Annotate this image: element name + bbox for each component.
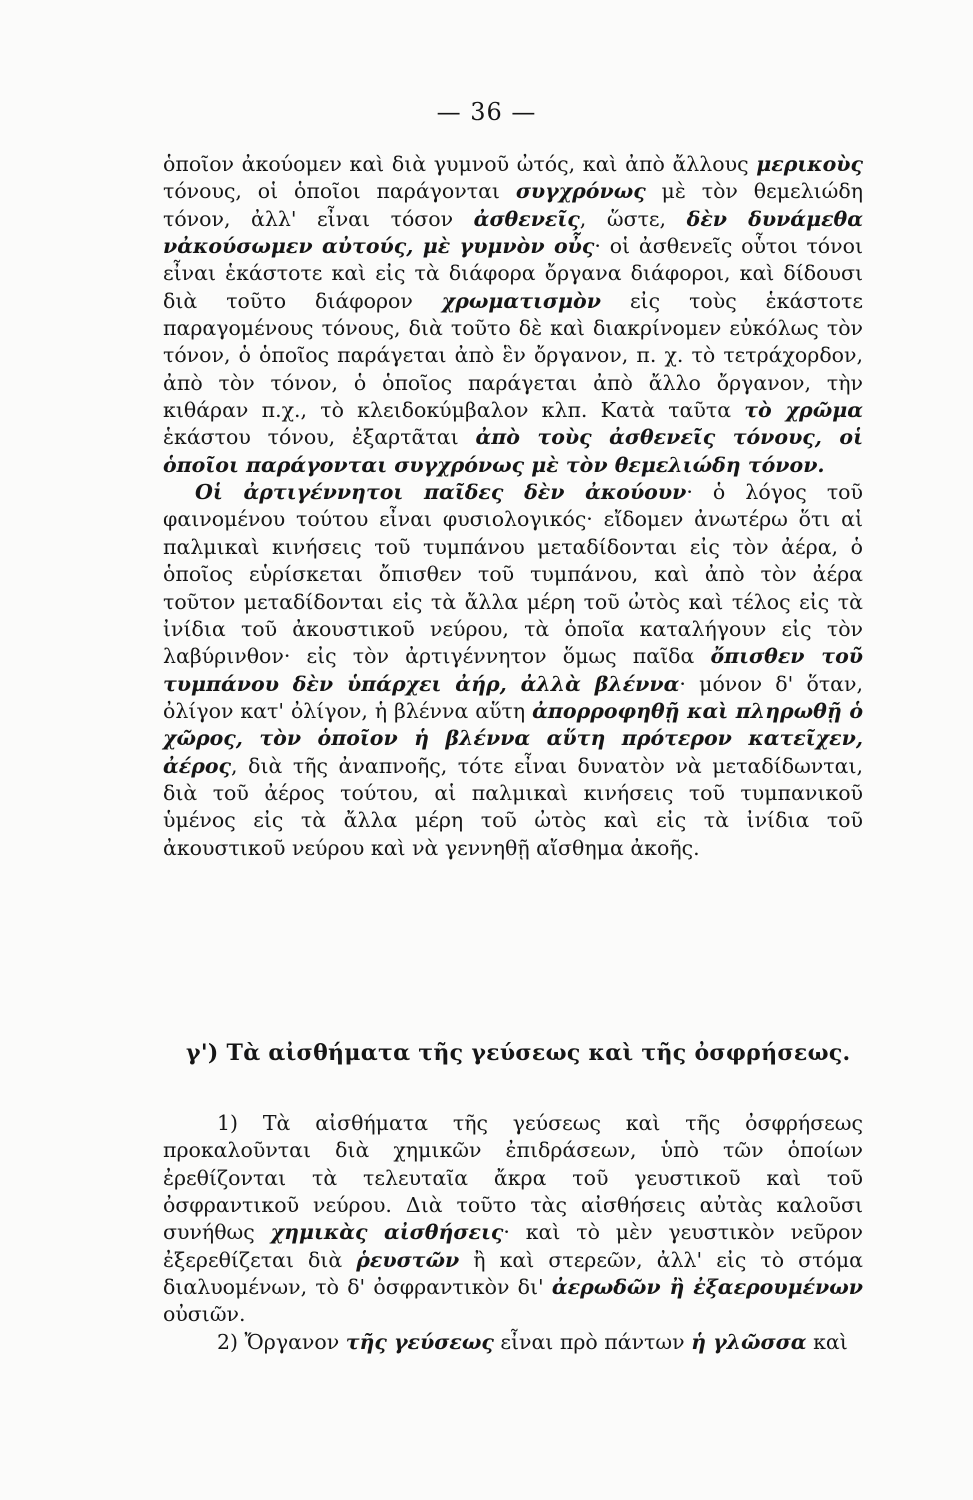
- emphasis-text: ἀερωδῶν ἢ ἐξαερουμένων: [551, 1275, 864, 1300]
- text-run: οὐσιῶν.: [163, 1302, 246, 1327]
- emphasis-text: ἀσθενεῖς: [473, 206, 580, 231]
- text-run: 1) Τὰ αἰσθήματα τῆς γεύσεως καὶ τῆς ὀσφρήσεως προκαλοῦνται διὰ χημικῶν ἐπιδράσεων, ὑπὸ τῶν ὁποίων ἐρεθίζονται τὰ τελευταῖα ἄκρα τοῦ γευστικοῦ καὶ τοῦ ὀσφραντικοῦ νεύρου. Διὰ τοῦτο τὰς αἰσθήσεις αὐτὰς καλοῦσι συνήθως: [163, 1111, 863, 1245]
- paragraph: [163, 479, 863, 862]
- text-run: · ὁ λόγος τοῦ φαινομένου τούτου εἶναι φυσιολογικός· εἴδομεν ἀνωτέρω ὅτι αἱ παλμικαὶ κινήσεις τοῦ τυμπάνου μεταδίδονται εἰς τὸν ἀέρα, ὁ ὁποῖος εὑρίσκεται ὄπισθεν τοῦ τυμπάνου, καὶ ἀπὸ τὸν ἀέρα τοῦτον μεταδίδονται εἰς τὰ ἄλλα μέρη τοῦ ὠτὸς καὶ τέλος εἰς τὰ ἰνίδια τοῦ ἀκουστικοῦ νεύρου, τὰ ὁποῖα καταλήγουν εἰς τὸν λαβύρινθον· εἰς τὸν ἀρτιγέννητον ὅμως παῖδα: [163, 480, 863, 669]
- paragraph: [163, 151, 863, 479]
- text-run: , ὥστε,: [579, 206, 687, 231]
- emphasis-text: ἀπορροφηθῇ καὶ πληρωθῇ ὁ χῶρος, τὸν ὁποῖον ἡ βλέννα αὕτη πρότερον κατεῖχεν, ἀέρος: [163, 698, 863, 778]
- text-run: · οἱ ἀσθενεῖς οὗτοι τόνοι εἶναι ἑκάστοτε καὶ εἰς τὰ διάφορα ὄργανα διάφοροι, καὶ δίδουσι διὰ τοῦτο διάφορον: [163, 234, 863, 313]
- emphasis-text: μερικοὺς: [756, 152, 863, 176]
- text-run: τόνους, οἱ ὁποῖοι παράγονται: [163, 179, 516, 204]
- text-run: · καὶ τὸ μὲν γευστικὸν νεῦρον ἐξερεθίζεται διὰ: [163, 1220, 863, 1272]
- text-run: εἶναι πρὸ πάντων: [493, 1329, 692, 1354]
- text-run: μὲ τὸν θεμελιώδη τόνον, ἀλλ' εἶναι τόσον: [163, 179, 864, 231]
- emphasis-text: χρωματισμὸν: [441, 288, 601, 313]
- text-run: ἢ καὶ στερεῶν, ἀλλ' εἰς τὸ στόμα διαλυομένων, τὸ δ' ὀσφραντικὸν δι': [163, 1247, 863, 1300]
- emphasis-text: συγχρόνως: [515, 179, 646, 204]
- emphasis-text: χημικὰς αἰσθήσεις: [270, 1220, 504, 1245]
- emphasis-text: ἡ γλῶσσα: [691, 1329, 807, 1354]
- paragraph: [163, 1329, 863, 1356]
- text-run: 2) Ὄργανον: [217, 1329, 346, 1354]
- text-run: · μόνον δ' ὅταν, ὀλίγον κατ' ὀλίγον, ἡ βλέννα αὕτη: [163, 671, 863, 723]
- emphasis-text: τῆς γεύσεως: [345, 1329, 494, 1354]
- emphasis-text: ὄπισθεν τοῦ τυμπάνου δὲν ὑπάρχει ἀήρ, ἀλλὰ βλέννα: [163, 644, 863, 696]
- text-run: καὶ: [806, 1329, 848, 1354]
- page-number: — 36 —: [436, 98, 537, 126]
- text-run: ἑκάστου τόνου, ἐξαρτᾶται: [163, 425, 476, 450]
- emphasis-text: δὲν δυνάμεθα νἀκούσωμεν αὐτούς, μὲ γυμνὸν οὖς: [163, 206, 863, 259]
- emphasis-text: Οἱ ἀρτιγέννητοι παῖδες δὲν ἀκούουν: [195, 480, 687, 505]
- emphasis-text: ῥευστῶν: [356, 1247, 460, 1272]
- paragraph: [163, 1110, 863, 1329]
- section-heading: γ') Τὰ αἰσθήματα τῆς γεύσεως καὶ τῆς ὀσφρήσεως.: [186, 1040, 851, 1066]
- emphasis-text: τὸ χρῶμα: [744, 398, 863, 423]
- text-run: ὁποῖον ἀκούομεν καὶ διὰ γυμνοῦ ὠτός, καὶ ἀπὸ ἄλλους: [163, 152, 757, 176]
- text-run: εἰς τοὺς ἑκάστοτε παραγομένους τόνους, διὰ τοῦτο δὲ καὶ διακρίνομεν εὐκόλως τὸν τόνον, ὁ ὁποῖος παράγεται ἀπὸ ἓν ὄργανον, π. χ. τὸ τετράχορδον, ἀπὸ τὸν τόνον, ὁ ὁποῖος παράγεται ἀπὸ ἄλλο ὄργανον, τὴν κιθάραν π.χ., τὸ κλειδοκύμβαλον κλπ. Κατὰ ταῦτα: [163, 288, 863, 423]
- text-block-lower: [163, 1110, 863, 1356]
- emphasis-text: ἀπὸ τοὺς ἀσθενεῖς τόνους, οἱ ὁποῖοι παράγονται συγχρόνως μὲ τὸν θεμελιώδη τόνον.: [163, 425, 864, 477]
- text-run: , διὰ τῆς ἀναπνοῆς, τότε εἶναι δυνατὸν νὰ μεταδίδωνται, διὰ τοῦ ἀέρος τούτου, αἱ παλμικαὶ κινήσεις τοῦ τυμπανικοῦ ὑμένος εἰς τὰ ἄλλα μέρη τοῦ ὠτὸς καὶ εἰς τὰ ἰνίδια τοῦ ἀκουστικοῦ νεύρου καὶ νὰ γεννηθῇ αἴσθημα ἀκοῆς.: [163, 753, 863, 860]
- text-block-upper: [163, 151, 863, 862]
